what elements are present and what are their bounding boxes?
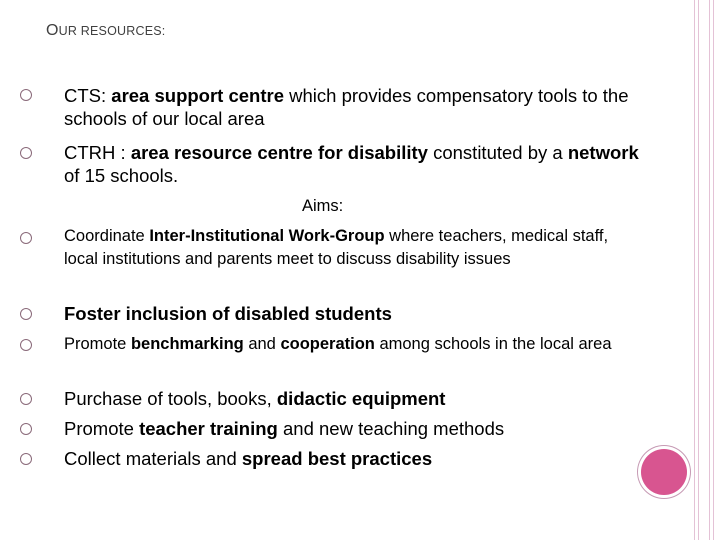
decorative-circle bbox=[641, 449, 687, 495]
decorative-rule bbox=[694, 0, 695, 540]
bullet-icon bbox=[20, 147, 32, 159]
bullet-text-benchmarking: Promote benchmarking and cooperation among schools in the local area bbox=[64, 335, 612, 353]
bullet-icon bbox=[20, 393, 32, 405]
bullet-icon bbox=[20, 232, 32, 244]
bullet-icon bbox=[20, 308, 32, 320]
bullet-icon bbox=[20, 89, 32, 101]
bullet-text-cts: CTS: area support centre which provides compensatory tools to the schools of our local area bbox=[64, 85, 629, 129]
decorative-rule bbox=[698, 0, 699, 540]
bullet-text-coordinate: Coordinate Inter-Institutional Work-Group where teachers, medical staff, local institutions and parents meet to discuss disability issues bbox=[64, 227, 609, 268]
decorative-rule bbox=[709, 0, 710, 540]
bullet-icon bbox=[20, 339, 32, 351]
decorative-rule bbox=[713, 0, 714, 540]
bullet-text-training: Promote teacher training and new teaching methods bbox=[64, 418, 505, 439]
bullet-text-ctrh: CTRH : area resource centre for disability constituted by a network of 15 schools. bbox=[64, 142, 639, 186]
bullet-icon bbox=[20, 423, 32, 435]
bullet-icon bbox=[20, 453, 32, 465]
aims-label: Aims: bbox=[302, 197, 344, 215]
bullet-text-collect: Collect materials and spread best practices bbox=[64, 448, 433, 469]
slide-title: OUR RESOURCES: bbox=[46, 22, 166, 39]
bullet-text-inclusion: Foster inclusion of disabled students bbox=[64, 303, 392, 324]
bullet-text-purchase: Purchase of tools, books, didactic equipment bbox=[64, 388, 446, 409]
